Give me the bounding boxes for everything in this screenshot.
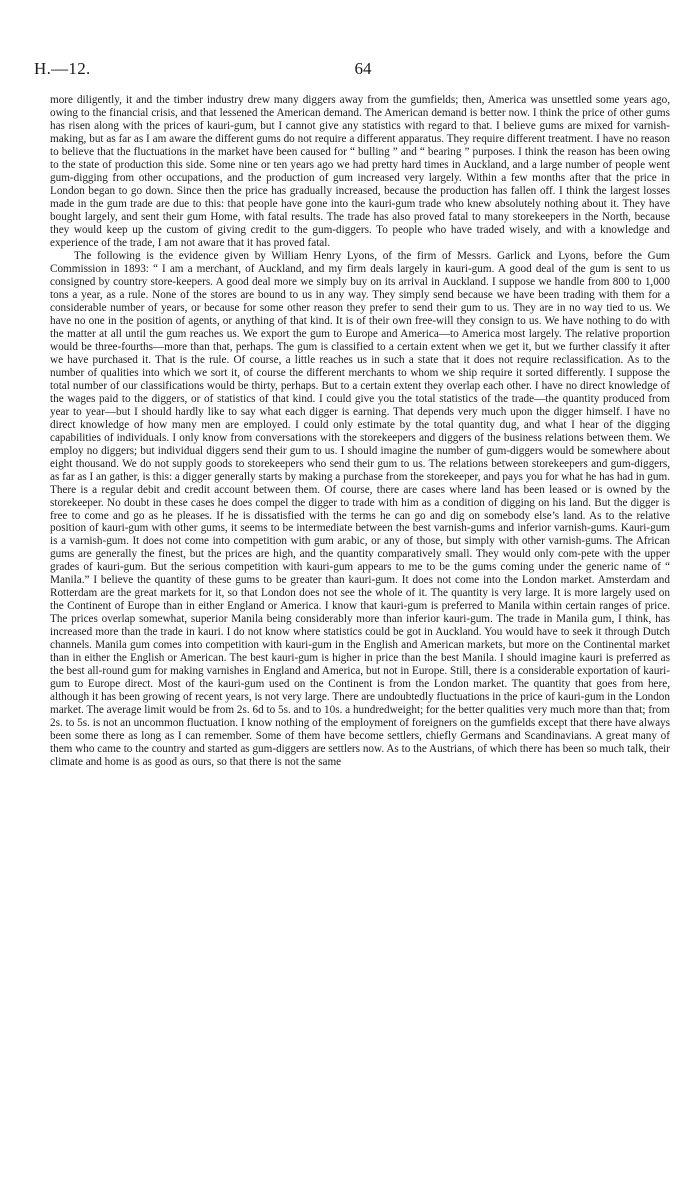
page-number: 64 [354,59,372,78]
paragraph-1: more diligently, it and the timber industry drew many diggers away from the gumfields; then, America was unsettled some years ago, owing to the financial crisis, and that lessened the American demand. The American demand is better now. I think the price of other gums has risen along with the prices of kauri-gum, but I cannot give any statistics with regard to that. I believe gums are mixed for varnish-making, but as far as I am aware the different gums do not require a different apparatus. They require different treatment. I have no reason to believe that the fluctuations in the market have been caused for “ bulling ” and “ bearing ” purposes. I think the reason has been owing to the state of production this side. Some nine or ten years ago we had pretty hard times in Auckland, and a large number of people went gum-digging from other occupations, and the production of gum increased very largely. Within a few months after that the price in London began to go down. Since then the price has gradually increased, because the production has fallen off. I think the largest losses made in the gum trade are due to this: that people have gone into the kauri-gum trade who knew absolutely nothing about it. They have bought largely, and sent their gum Home, with fatal results. The trade has also proved fatal to many storekeepers in the North, because they would keep up the custom of giving credit to the gum-diggers. To people who have traded wisely, and with a knowledge and experience of the trade, I am not aware that it has proved fatal. [50,94,670,249]
paragraph-2: The following is the evidence given by William Henry Lyons, of the firm of Messrs. Garlick and Lyons, before the Gum Commission in 1893: “ I am a merchant, of Auckland, and my firm deals largely in kauri-gum. A good deal of the gum is sent to us consigned by country store-keepers. A good deal more we simply buy on its arrival in Auckland. I suppose we handle from 800 to 1,000 tons a year, as a rule. None of the stores are bound to us in any way. They simply send because we have been trading with them for a considerable number of years, or because for some other reason they prefer to send their gum to us. They are in no way tied to us. We have no one in the position of agents, or anything of that kind. It is of their own free-will they consign to us. We have nothing to do with the matter at all until the gum reaches us. We export the gum to Europe and America—to America most largely. The relative proportion would be three-fourths—more than that, perhaps. The gum is classified to a certain extent when we get it, but we further classify it after we have purchased it. That is the rule. Of course, a little reaches us in such a state that it does not require reclassification. As to the number of qualities into which we sort it, of course the different merchants to whom we ship require it sorted differently. I suppose the total number of our classifications would be thirty, perhaps. But to a certain extent they overlap each other. I have no direct knowledge of the wages paid to the diggers, or of statistics of that kind. I could give you the total statistics of the trade—the quantity produced from year to year—but I should hardly like to say what each digger is earning. That depends very much upon the digger himself. I have no direct knowledge of how many men are employed. I could only estimate by the total quantity dug, and what I hear of the digging capabilities of individuals. I only know from conversations with the storekeepers and diggers of the business relations between them. We employ no diggers; but individual diggers send their gum to us. I should imagine the number of gum-diggers would be somewhere about eight thousand. We do not supply goods to storekeepers who send their gum to us. The relations between storekeepers and gum-diggers, as far as I an gather, is this: a digger generally starts by making a purchase from the storekeeper, and pays you for what he has had in gum. There is a regular debit and credit account between them. Of course, there are cases where land has been leased or is owned by the storekeeper. No doubt in these cases he does compel the digger to trade with him as a condition of digging on his land. But the digger is free to come and go as he pleases. If he is dissatisfied with the terms he can go and dig on somebody else’s land. As to the relative position of kauri-gum with other gums, it seems to be intermediate between the best varnish-gums and inferior varnish-gums. Kauri-gum is a varnish-gum. It does not come into competition with gum arabic, or any of those, but simply with other varnish-gums. The African gums are generally the finest, but the prices are high, and the quantity comparatively small. They would only com-pete with the upper grades of kauri-gum. But the serious competition with kauri-gum appears to me to be the gums coming under the generic name of “ Manila.” I believe the quantity of these gums to be greater than kauri-gum. It does not come into the London market. Amsterdam and Rotterdam are the great markets for it, so that London does not see the whole of it. The quantity is very large. It is more largely used on the Continent of Europe than in either England or America. I know that kauri-gum is preferred to Manila within certain ranges of price. The prices overlap somewhat, superior Manila being considerably more than inferior kauri-gum. The trade in Manila gum, I think, has increased more than the trade in kauri. I do not know where statistics could be got in Auckland. You would have to seek it through Dutch channels. Manila gum comes into competition with kauri-gum in the English and American markets, but more on the Continental market than in either the English or American. The best kauri-gum is higher in price than the best Manila. I should imagine kauri is preferred as the best all-round gum for making varnishes in England and America, but not in Europe. Still, there is a considerable exportation of kauri-gum to Europe direct. Most of the kauri-gum used on the Continent is from the London market. The quantity that goes from here, although it has been growing of recent years, is not very large. There are undoubtedly fluctuations in the price of kauri-gum in the London market. The average limit would be from 2s. 6d to 5s. and to 10s. a hundredweight; for the better qualities very much more than that; from 2s. to 5s. is not an uncommon fluctuation. I know nothing of the employment of foreigners on the gumfields except that there have always been some there as long as I can remember. Some of them have become settlers, chiefly Germans and Scandinavians. A great many of them who came to the country and started as gum-diggers are settlers now. As to the Austrians, of which there has been so much talk, their climate and home is as good as ours, so that there is not the same [50,249,670,769]
page-header [34,59,674,83]
body-text [50,94,670,769]
document-reference: H.—12. [34,59,91,78]
